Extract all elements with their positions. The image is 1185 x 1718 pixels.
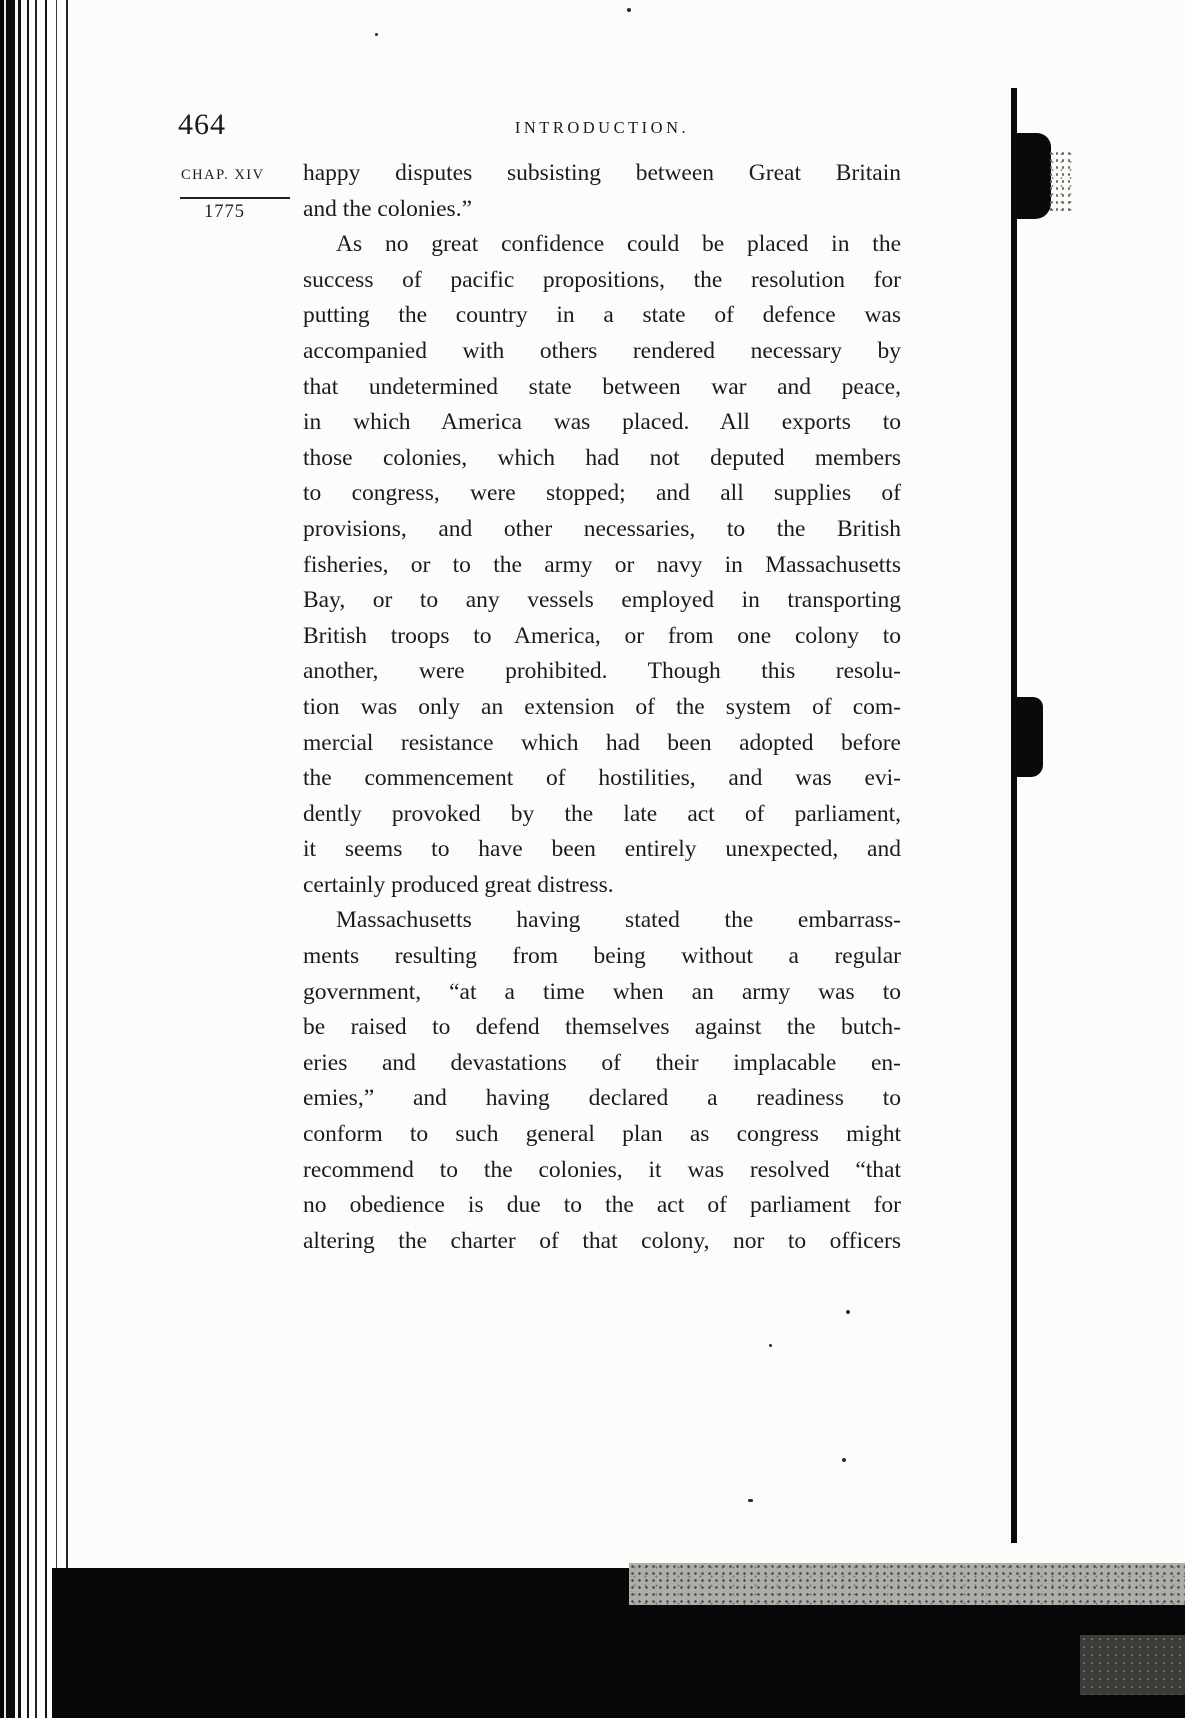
scan-speck: [842, 1458, 846, 1462]
scan-line-right: [1011, 88, 1017, 1543]
text-line: be raised to defend themselves against the butch-: [303, 1014, 901, 1041]
text-line: certainly produced great distress.: [303, 871, 614, 898]
text-line: British troops to America, or from one colony to: [303, 622, 901, 649]
text-line: Bay, or to any vessels employed in transporting: [303, 587, 901, 614]
text-line: altering the charter of that colony, nor to officers: [303, 1227, 901, 1254]
text-line: that undetermined state between war and peace,: [303, 373, 901, 400]
text-line: another, were prohibited. Though this resolu-: [303, 658, 901, 685]
chapter-label: CHAP. XIV: [181, 167, 265, 183]
text-line: tion was only an extension of the system of com-: [303, 693, 901, 720]
text-line: dently provoked by the late act of parliament,: [303, 800, 901, 827]
text-line: happy disputes subsisting between Great Britain: [303, 160, 901, 186]
text-line: to congress, were stopped; and all supplies of: [303, 480, 901, 507]
scan-band-bottom: [52, 1603, 1185, 1718]
text-line: it seems to have been entirely unexpected, and: [303, 836, 901, 863]
scan-noise-bottom: [629, 1563, 1185, 1605]
scan-gutter-left: [0, 0, 78, 1718]
text-line: and the colonies.”: [303, 195, 473, 222]
year-label: 1775: [204, 202, 245, 222]
text-line: putting the country in a state of defence was: [303, 302, 901, 329]
text-line: government, “at a time when an army was to: [303, 978, 901, 1005]
text-line: in which America was placed. All exports to: [303, 409, 901, 436]
scan-speckle-right: [1048, 150, 1072, 212]
scan-speck: [627, 8, 631, 12]
text-line: As no great confidence could be placed in the: [336, 231, 901, 258]
text-line: fisheries, or to the army or navy in Massachusetts: [303, 551, 901, 578]
text-line: ments resulting from being without a regular: [303, 943, 901, 970]
text-line: mercial resistance which had been adopted before: [303, 729, 901, 756]
text-line: conform to such general plan as congress might: [303, 1121, 901, 1148]
page-number: 464: [178, 108, 226, 141]
body-text: [303, 156, 901, 1259]
text-line: recommend to the colonies, it was resolved “that: [303, 1156, 901, 1183]
text-line: those colonies, which had not deputed members: [303, 444, 901, 471]
scan-speck: [375, 33, 378, 36]
scan-speck: [748, 1499, 753, 1502]
scan-speck: [846, 1310, 850, 1314]
chapter-rule: [180, 197, 290, 199]
scan-blob-right-mid: [1011, 697, 1043, 777]
text-line: accompanied with others rendered necessary by: [303, 337, 901, 364]
running-header: INTRODUCTION.: [514, 118, 690, 137]
scan-blob-right-top: [1011, 133, 1051, 219]
text-line: provisions, and other necessaries, to the British: [303, 515, 901, 542]
scan-noise-bottom-right: [1080, 1635, 1185, 1695]
text-line: emies,” and having declared a readiness to: [303, 1085, 901, 1112]
text-line: no obedience is due to the act of parliament for: [303, 1192, 901, 1219]
text-line: the commencement of hostilities, and was evi-: [303, 765, 901, 792]
scan-speck: [769, 1344, 772, 1347]
text-line: Massachusetts having stated the embarrass-: [336, 907, 901, 934]
text-line: eries and devastations of their implacable en-: [303, 1049, 901, 1076]
text-line: success of pacific propositions, the resolution for: [303, 266, 901, 293]
